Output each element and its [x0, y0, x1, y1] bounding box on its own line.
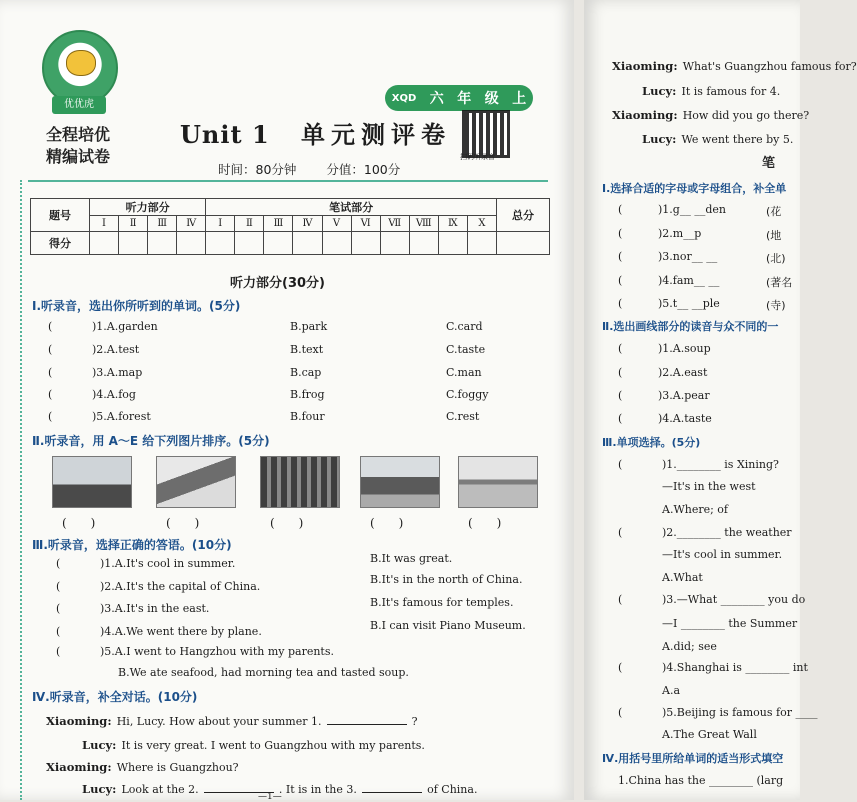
- dialog-text: What's Guangzhou famous for?: [682, 60, 857, 73]
- order-paren[interactable]: ( ): [166, 516, 200, 530]
- speaker: Xiaoming:: [46, 760, 112, 774]
- answer-paren[interactable]: (: [48, 410, 53, 423]
- grade-badge: [385, 85, 533, 111]
- tiger-mascot-icon: [42, 30, 118, 106]
- grade-badge-code: XQD: [391, 92, 417, 104]
- exam-meta: [218, 160, 400, 178]
- series-title-line1: 全程培优: [45, 125, 110, 144]
- spelling-item: )3.nor__ __: [658, 250, 718, 263]
- score-col: Ⅳ: [177, 216, 206, 232]
- picture-west-lake: [458, 456, 538, 508]
- option-c: C.taste: [446, 343, 486, 356]
- written-section-3-title: Ⅲ.单项选择。(5分): [602, 436, 701, 449]
- answer-paren[interactable]: (: [48, 320, 53, 333]
- order-paren[interactable]: ( ): [468, 516, 502, 530]
- option-a: )1.A.garden: [92, 320, 158, 333]
- score-col: Ⅶ: [380, 216, 409, 232]
- score-cell[interactable]: [206, 232, 235, 255]
- speaker: Lucy:: [82, 782, 117, 796]
- right-page: [584, 0, 857, 800]
- spelling-item: )5.t__ __ple: [658, 297, 720, 310]
- qr-caption: 扫码听录音: [460, 153, 495, 161]
- spelling-hint: (花: [766, 205, 782, 218]
- series-title-line2: 精编试卷: [45, 147, 110, 166]
- page-title: [180, 115, 451, 150]
- score-col: Ⅵ: [351, 216, 380, 232]
- dialog-text: Look at the 2.: [121, 783, 199, 796]
- score-cell[interactable]: [497, 232, 550, 255]
- answer-paren[interactable]: (: [618, 366, 623, 379]
- listening-header: 听力部分: [90, 199, 206, 216]
- option-a: )2.A.test: [92, 343, 140, 356]
- total-header: 总分: [497, 199, 550, 232]
- speaker: Xiaoming:: [612, 108, 678, 122]
- grade-badge-char: 上: [512, 91, 527, 107]
- logo-tag: 优优虎: [52, 96, 106, 114]
- score-cell[interactable]: [409, 232, 438, 255]
- dialog-line: [612, 55, 857, 74]
- answer-paren[interactable]: (: [618, 227, 623, 240]
- option-b: B.text: [290, 343, 324, 356]
- answer-paren[interactable]: (: [618, 412, 623, 425]
- answer-paren[interactable]: (: [56, 602, 61, 615]
- answer-paren[interactable]: (: [618, 458, 623, 471]
- spelling-item: )1.g__ __den: [658, 203, 726, 216]
- dialog-text: Hi, Lucy. How about your summer 1.: [116, 715, 322, 728]
- speaker: Xiaoming:: [612, 59, 678, 73]
- phonics-item: )3.A.pear: [658, 389, 710, 402]
- score-cell[interactable]: [380, 232, 409, 255]
- fill-in-item: 1.China has the ________ (larg: [618, 774, 784, 787]
- option-b: B.park: [290, 320, 328, 333]
- spelling-hint: (寺): [766, 299, 786, 312]
- written-section-4-title: Ⅳ.用括号里所给单词的适当形式填空: [602, 752, 784, 765]
- option-c: C.rest: [446, 410, 480, 423]
- choice-line: )2.________ the weather: [662, 526, 792, 539]
- score-cell[interactable]: [322, 232, 351, 255]
- choice-line: —It's in the west: [662, 480, 756, 493]
- answer-option-a: )3.A.It's in the east.: [100, 602, 210, 615]
- choice-line: A.did; see: [662, 640, 717, 653]
- option-b: B.four: [290, 410, 325, 423]
- binding-strip: [0, 180, 22, 800]
- choice-line: A.Where; of: [662, 503, 729, 516]
- dialog-text: Where is Guangzhou?: [116, 761, 239, 774]
- answer-paren[interactable]: (: [48, 343, 53, 356]
- spelling-hint: (著名: [766, 276, 793, 289]
- section-4-title: Ⅳ.听录音，补全对话。(10分): [32, 690, 198, 704]
- score-table: [30, 198, 550, 255]
- phonics-item: )1.A.soup: [658, 342, 711, 355]
- picture-great-wall: [156, 456, 236, 508]
- dialog-tail: ?: [411, 715, 418, 728]
- answer-paren[interactable]: (: [618, 297, 623, 310]
- answer-option-b: B.I can visit Piano Museum.: [370, 619, 526, 632]
- answer-option-b: B.We ate seafood, had morning tea and tasted soup.: [118, 666, 409, 679]
- answer-option-b: B.It's in the north of China.: [370, 573, 523, 586]
- written-part-heading: 笔: [762, 156, 776, 171]
- answer-paren[interactable]: (: [618, 593, 623, 606]
- answer-paren[interactable]: (: [618, 250, 623, 263]
- answer-paren[interactable]: (: [56, 580, 61, 593]
- total-score: 分值：100分: [326, 162, 401, 177]
- score-cell[interactable]: [177, 232, 206, 255]
- picture-terracotta-army: [260, 456, 340, 508]
- option-b: B.cap: [290, 366, 322, 379]
- option-c: C.foggy: [446, 388, 489, 401]
- phonics-item: )2.A.east: [658, 366, 708, 379]
- page-number: —1—: [258, 792, 282, 802]
- option-a: )4.A.fog: [92, 388, 136, 401]
- dialog-text: How did you go there?: [682, 109, 810, 122]
- answer-paren[interactable]: (: [618, 526, 623, 539]
- tiger-face-icon: [66, 50, 96, 76]
- order-paren[interactable]: ( ): [370, 516, 404, 530]
- speaker: Lucy:: [82, 738, 117, 752]
- dialog-line: [642, 80, 780, 99]
- score-col: Ⅰ: [90, 216, 119, 232]
- score-col: Ⅲ: [264, 216, 293, 232]
- score-cell[interactable]: [467, 232, 496, 255]
- answer-paren[interactable]: (: [48, 388, 53, 401]
- choice-line: A.What: [662, 571, 703, 584]
- score-cell[interactable]: [148, 232, 177, 255]
- spelling-item: )4.fam__ __: [658, 274, 720, 287]
- order-paren[interactable]: ( ): [62, 516, 96, 530]
- choice-line: )1.________ is Xining?: [662, 458, 779, 471]
- answer-paren[interactable]: (: [56, 625, 61, 638]
- score-col: Ⅰ: [206, 216, 235, 232]
- answer-paren[interactable]: (: [48, 366, 53, 379]
- score-cell[interactable]: [119, 232, 148, 255]
- qr-code-icon[interactable]: [462, 110, 510, 158]
- score-col: Ⅷ: [409, 216, 438, 232]
- dialog-text: of China.: [427, 783, 478, 796]
- written-section-2-title: Ⅱ.选出画线部分的读音与众不同的一: [602, 320, 779, 333]
- answer-blank[interactable]: [362, 782, 422, 793]
- dialog-line: [46, 756, 239, 775]
- option-c: C.card: [446, 320, 483, 333]
- score-col: Ⅳ: [293, 216, 322, 232]
- section-1-title: Ⅰ.听录音，选出你所听到的单词。(5分): [32, 299, 241, 313]
- dialog-text: It is famous for 4.: [681, 85, 781, 98]
- answer-paren[interactable]: (: [618, 203, 623, 216]
- answer-paren[interactable]: (: [618, 342, 623, 355]
- section-3-title: Ⅲ.听录音，选择正确的答语。(10分): [32, 538, 232, 552]
- speaker: Lucy:: [642, 132, 677, 146]
- score-row-label: 得分: [31, 232, 90, 255]
- answer-option-a: )5.A.I went to Hangzhou with my parents.: [100, 645, 334, 658]
- answer-paren[interactable]: (: [618, 274, 623, 287]
- spelling-hint: (北): [766, 252, 786, 265]
- score-col: Ⅴ: [322, 216, 351, 232]
- spelling-item: )2.m__p: [658, 227, 702, 240]
- grade-badge-char: 级: [484, 91, 499, 107]
- option-a: )5.A.forest: [92, 410, 151, 423]
- choice-line: )4.Shanghai is ________ int: [662, 661, 808, 674]
- answer-option-a: )1.A.It's cool in summer.: [100, 557, 236, 570]
- time-limit: 时间：80分钟: [218, 162, 297, 177]
- score-col: Ⅱ: [235, 216, 264, 232]
- grade-badge-char: 年: [457, 91, 472, 107]
- answer-option-b: B.It's famous for temples.: [370, 596, 514, 609]
- listening-part-heading: 听力部分(30分): [230, 276, 325, 291]
- score-cell[interactable]: [351, 232, 380, 255]
- dialog-line: [642, 128, 793, 147]
- score-cell[interactable]: [90, 232, 119, 255]
- picture-summer-palace: [52, 456, 132, 508]
- choice-line: )5.Beijing is famous for ____: [662, 706, 818, 719]
- divider: [28, 180, 548, 182]
- answer-paren[interactable]: (: [618, 661, 623, 674]
- answer-paren[interactable]: (: [618, 706, 623, 719]
- score-col: Ⅱ: [119, 216, 148, 232]
- option-c: C.man: [446, 366, 482, 379]
- spelling-hint: (地: [766, 229, 782, 242]
- choice-line: A.a: [662, 684, 680, 697]
- written-section-1-title: Ⅰ.选择合适的字母或字母组合，补全单: [602, 182, 787, 195]
- option-b: B.frog: [290, 388, 325, 401]
- choice-line: —It's cool in summer.: [662, 548, 783, 561]
- speaker: Lucy:: [642, 84, 677, 98]
- choice-line: A.The Great Wall: [662, 728, 757, 741]
- grade-badge-char: 六: [429, 91, 444, 107]
- speaker: Xiaoming:: [46, 714, 112, 728]
- unit-label: Unit 1: [180, 120, 270, 149]
- answer-option-a: )4.A.We went there by plane.: [100, 625, 262, 638]
- answer-blank[interactable]: [327, 714, 407, 725]
- score-cell[interactable]: [438, 232, 467, 255]
- score-cell[interactable]: [293, 232, 322, 255]
- dialog-text: . It is in the 3.: [278, 783, 357, 796]
- answer-paren[interactable]: (: [56, 645, 61, 658]
- exam-title: 单元测评卷: [301, 121, 451, 149]
- answer-paren[interactable]: (: [618, 389, 623, 402]
- answer-option-a: )2.A.It's the capital of China.: [100, 580, 261, 593]
- written-header: 笔试部分: [206, 199, 497, 216]
- dialog-line: [612, 104, 809, 123]
- score-col: Ⅸ: [438, 216, 467, 232]
- order-paren[interactable]: ( ): [270, 516, 304, 530]
- brand-logo: [28, 30, 126, 180]
- section-2-title: Ⅱ.听录音，用 A～E 给下列图片排序。(5分): [32, 434, 270, 448]
- option-a: )3.A.map: [92, 366, 143, 379]
- dialog-line: [82, 734, 425, 753]
- score-col: Ⅹ: [467, 216, 496, 232]
- score-table-label: 题号: [31, 199, 90, 232]
- choice-line: )3.—What ________ you do: [662, 593, 806, 606]
- dialog-text: We went there by 5.: [681, 133, 794, 146]
- score-col: Ⅲ: [148, 216, 177, 232]
- score-cell[interactable]: [264, 232, 293, 255]
- series-title: [28, 124, 128, 168]
- dialog-text: It is very great. I went to Guangzhou with my parents.: [121, 739, 425, 752]
- picture-potala-palace: [360, 456, 440, 508]
- phonics-item: )4.A.taste: [658, 412, 712, 425]
- choice-line: —I ________ the Summer: [662, 617, 798, 630]
- answer-option-b: B.It was great.: [370, 552, 453, 565]
- score-cell[interactable]: [235, 232, 264, 255]
- dialog-line: [46, 710, 418, 729]
- answer-paren[interactable]: (: [56, 557, 61, 570]
